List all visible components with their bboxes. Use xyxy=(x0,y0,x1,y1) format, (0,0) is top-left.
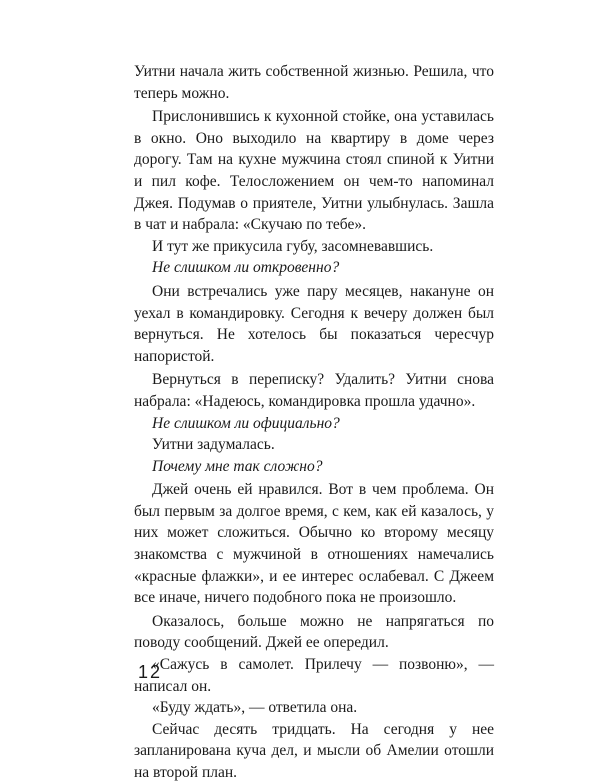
paragraph: «Сажусь в самолет. Прилечу — позвоню», — написал он. xyxy=(134,656,494,695)
italic-thought: Почему мне так сложно? xyxy=(152,457,323,475)
paragraph: Оказалось, больше можно не напрягаться по поводу сообщений. Джей ее опередил. xyxy=(134,612,494,652)
italic-thought: Не слишком ли откровенно? xyxy=(152,259,340,277)
paragraph: И тут же прикусила губу, засомневавшись. xyxy=(152,237,434,255)
page-body-text xyxy=(134,61,494,784)
paragraph: Джей очень ей нравился. Вот в чем проблема. Он был первым за долгое время, с кем, как ей казалось, у них может сложиться. Обычно ко второму месяцу знакомства с мужчиной в отношениях намечались «красные флажки», и ее интерес ослабевал. С Джеем все иначе, ничего подобного пока не произошло. xyxy=(134,481,494,607)
paragraph: Вернуться в переписку? Удалить? Уитни снова набрала: «Надеюсь, командировка прошла удачно». xyxy=(134,371,494,410)
page-number: 12 xyxy=(138,662,163,682)
paragraph: Прислонившись к кухонной стойке, она уставилась в окно. Оно выходило на квартиру в доме через дорогу. Там на кухне мужчина стоял спиной к Уитни и пил кофе. Телосложением он чем-то напоминал Джея. Подумав о приятеле, Уитни улыбнулась. Зашла в чат и набрала: «Скучаю по тебе». xyxy=(134,108,494,234)
paragraph: Они встречались уже пару месяцев, накануне он уехал в командировку. Сегодня к вечеру должен был вернуться. Не хотелось бы показаться чересчур напористой. xyxy=(134,282,494,365)
paragraph: Уитни задумалась. xyxy=(152,436,275,454)
italic-thought: Не слишком ли официально? xyxy=(152,414,340,432)
paragraph: «Буду ждать», — ответила она. xyxy=(152,699,358,717)
paragraph: Уитни начала жить собственной жизнью. Решила, что теперь можно. xyxy=(134,63,494,102)
paragraph: Сейчас десять тридцать. На сегодня у нее запланирована куча дел, и мысли об Амелии отошли на второй план. xyxy=(134,720,494,781)
